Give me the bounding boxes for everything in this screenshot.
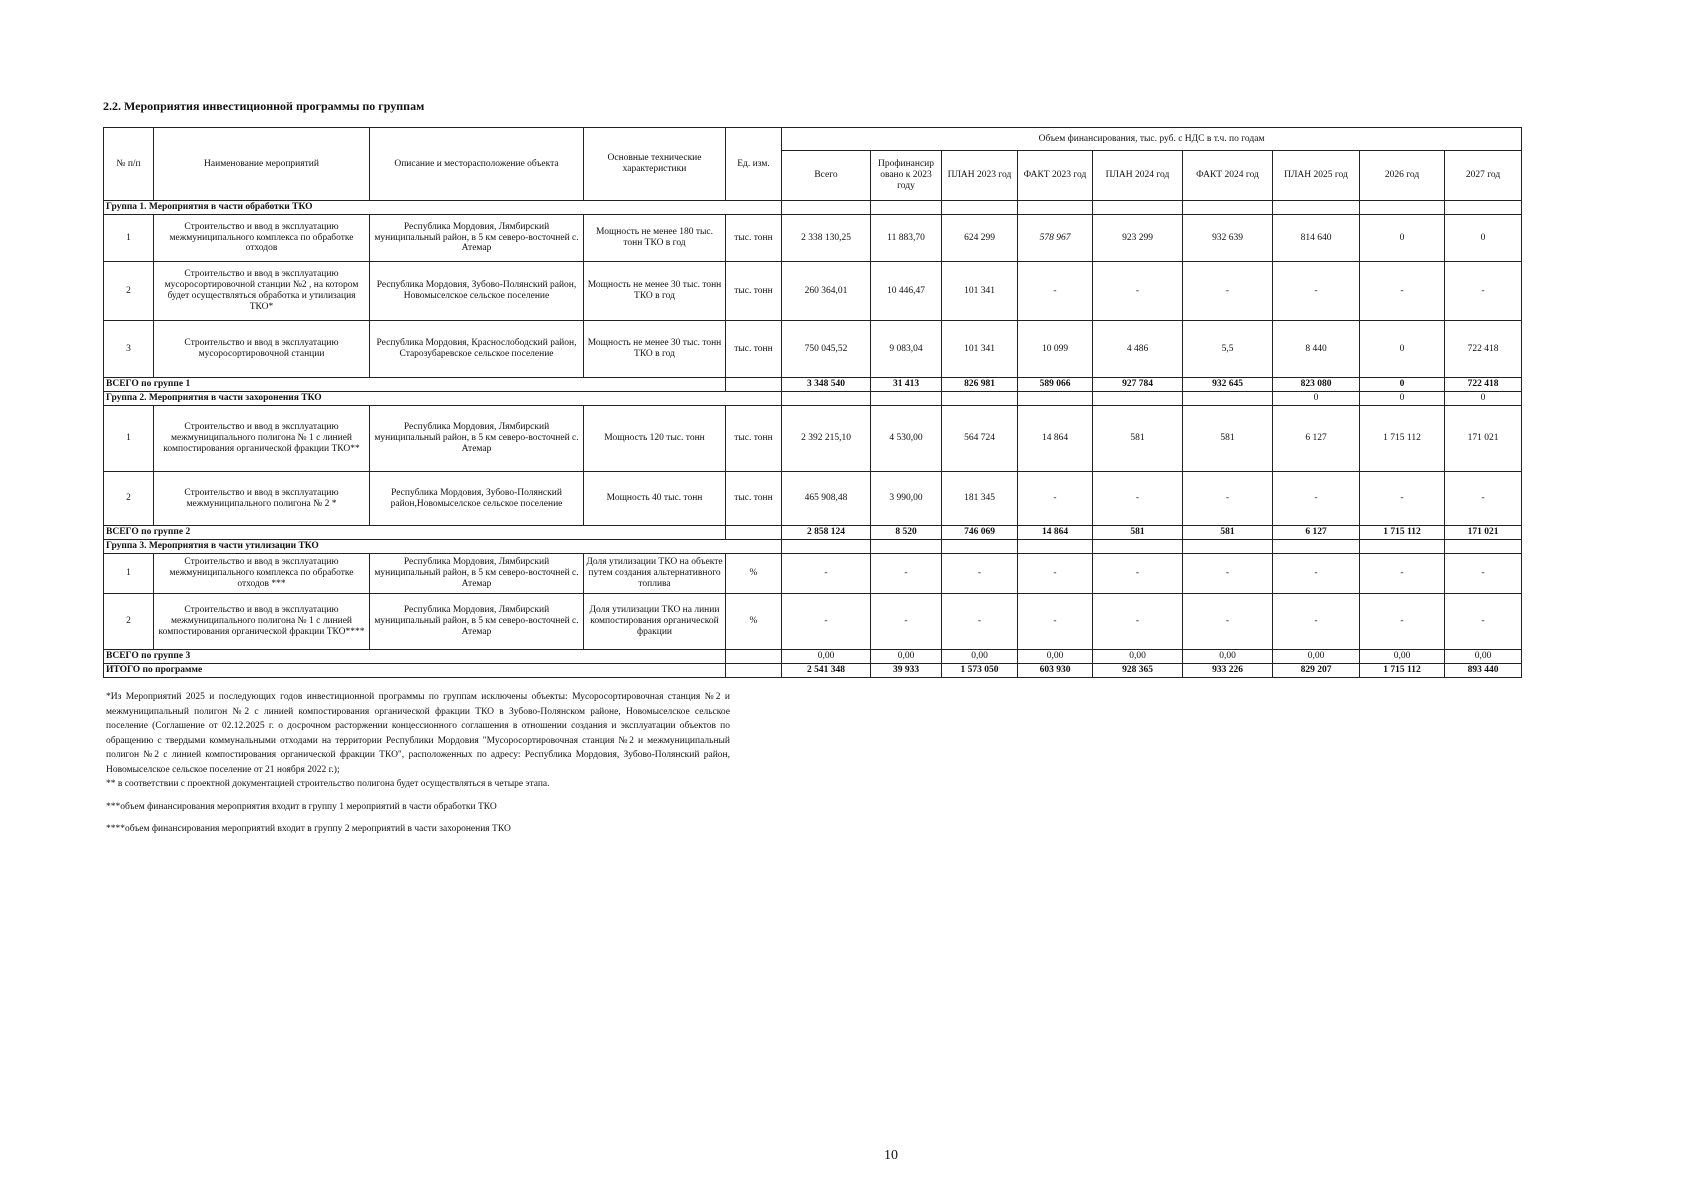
- footnotes: [106, 690, 730, 837]
- header-year: Всего: [782, 151, 871, 201]
- grand-total-label: ИТОГО по программе: [104, 664, 726, 678]
- row-num: 1: [104, 554, 154, 594]
- table-row: [104, 472, 1522, 526]
- row-value: -: [1093, 554, 1183, 594]
- total-value: 3 348 540: [782, 378, 871, 392]
- row-value: -: [1183, 262, 1273, 321]
- grand-total-row: [104, 664, 1522, 678]
- row-name: Строительство и ввод в эксплуатацию мусоросортировочной станции №2 , на котором будет осуществляться обработка и утилизация ТКО*: [154, 262, 370, 321]
- header-year: ФАКТ 2023 год: [1018, 151, 1093, 201]
- row-num: 1: [104, 406, 154, 472]
- total-label: ВСЕГО по группе 3: [104, 650, 726, 664]
- row-unit: тыс. тонн: [726, 215, 782, 262]
- total-value: 171 021: [1445, 526, 1522, 540]
- row-unit: тыс. тонн: [726, 262, 782, 321]
- total-value: 6 127: [1273, 526, 1360, 540]
- group-value: 0: [1445, 392, 1522, 406]
- row-value: -: [1183, 594, 1273, 650]
- row-value: -: [782, 594, 871, 650]
- row-value: 3 990,00: [871, 472, 942, 526]
- row-value: 9 083,04: [871, 321, 942, 378]
- row-value: -: [1273, 472, 1360, 526]
- total-value: 927 784: [1093, 378, 1183, 392]
- header-desc: Описание и месторасположение объекта: [370, 128, 584, 201]
- grand-total-value: 928 365: [1093, 664, 1183, 678]
- row-unit: тыс. тонн: [726, 321, 782, 378]
- row-tech: Мощность не менее 30 тыс. тонн ТКО в год: [584, 321, 726, 378]
- section-title: 2.2. Мероприятия инвестиционной программы по группам: [103, 99, 425, 113]
- header-name: Наименование мероприятий: [154, 128, 370, 201]
- row-value: -: [782, 554, 871, 594]
- row-tech: Мощность не менее 180 тыс. тонн ТКО в год: [584, 215, 726, 262]
- row-num: 2: [104, 472, 154, 526]
- header-year: ПЛАН 2023 год: [942, 151, 1018, 201]
- header-year: 2026 год: [1360, 151, 1445, 201]
- group-row: [104, 201, 1522, 215]
- row-value: -: [1360, 472, 1445, 526]
- grand-total-value: 893 440: [1445, 664, 1522, 678]
- row-tech: Доля утилизации ТКО на линии компостирования органической фракции: [584, 594, 726, 650]
- row-unit: %: [726, 594, 782, 650]
- row-value: 624 299: [942, 215, 1018, 262]
- row-value: 750 045,52: [782, 321, 871, 378]
- row-value: -: [942, 594, 1018, 650]
- row-tech: Доля утилизации ТКО на объекте путем создания альтернативного топлива: [584, 554, 726, 594]
- row-value: 0: [1445, 215, 1522, 262]
- total-value: 581: [1093, 526, 1183, 540]
- row-value: -: [1183, 472, 1273, 526]
- row-value: 260 364,01: [782, 262, 871, 321]
- footnote: ****объем финансирования мероприятий входит в группу 2 мероприятий в части захоронения ТКО: [106, 824, 511, 834]
- total-value: 14 864: [1018, 526, 1093, 540]
- investment-table: [103, 127, 1522, 678]
- row-desc: Республика Мордовия, Зубово-Полянский район,Новомыселское сельское поселение: [370, 472, 584, 526]
- total-value: 31 413: [871, 378, 942, 392]
- row-unit: %: [726, 554, 782, 594]
- row-value: 2 338 130,25: [782, 215, 871, 262]
- row-value: -: [1093, 262, 1183, 321]
- row-value: 171 021: [1445, 406, 1522, 472]
- footnote: *Из Мероприятий 2025 и последующих годов инвестиционной программы по группам исключены объекты: Мусоросортировочная станция №2 и межмуниципальный полигон №2 с линией компостирования органической фракции ТКО в Зубово-Полянском районе, Новомыселское сельское поселение (Соглашение от 02.12.2025 г. о досрочном расторжении концессионного соглашения в отношении создания и эксплуатации объектов по обращению с твердыми коммунальными отходами на территории Республики Мордовия "Мусоросортировочная станция №2 и межмуниципальный полигон №2 с линией компостирования органической фракции ТКО", расположенных по адресу: Республика Мордовия, Зубово-Полянский район, Новомыселское сельское поселение от 21 ноября 2022 г.);: [106, 692, 730, 775]
- grand-total-value: 829 207: [1273, 664, 1360, 678]
- total-value: 932 645: [1183, 378, 1273, 392]
- row-value: 814 640: [1273, 215, 1360, 262]
- group-label: Группа 1. Мероприятия в части обработки ТКО: [104, 201, 782, 215]
- row-value: -: [1018, 262, 1093, 321]
- row-value: 101 341: [942, 262, 1018, 321]
- table-row: [104, 321, 1522, 378]
- total-value: 581: [1183, 526, 1273, 540]
- header-num: № п/п: [104, 128, 154, 201]
- total-value: 0,00: [1360, 650, 1445, 664]
- table-row: [104, 406, 1522, 472]
- row-value: 5,5: [1183, 321, 1273, 378]
- header-year: ПЛАН 2025 год: [1273, 151, 1360, 201]
- total-value: 0: [1360, 378, 1445, 392]
- row-unit: тыс. тонн: [726, 472, 782, 526]
- group-label: Группа 2. Мероприятия в части захоронения ТКО: [104, 392, 782, 406]
- page-number: 10: [884, 1148, 898, 1163]
- grand-total-value: 933 226: [1183, 664, 1273, 678]
- row-value: 11 883,70: [871, 215, 942, 262]
- total-value: 823 080: [1273, 378, 1360, 392]
- row-value: -: [1445, 262, 1522, 321]
- table-row: [104, 215, 1522, 262]
- row-name: Строительство и ввод в эксплуатацию мусоросортировочной станции: [154, 321, 370, 378]
- row-value: -: [1445, 472, 1522, 526]
- row-value: 4 530,00: [871, 406, 942, 472]
- total-value: 0,00: [942, 650, 1018, 664]
- grand-total-value: 2 541 348: [782, 664, 871, 678]
- row-num: 2: [104, 594, 154, 650]
- total-value: 2 858 124: [782, 526, 871, 540]
- row-name: Строительство и ввод в эксплуатацию межмуниципального комплекса по обработке отходов ***: [154, 554, 370, 594]
- row-value: 581: [1183, 406, 1273, 472]
- group-total-row: [104, 526, 1522, 540]
- row-value: 14 864: [1018, 406, 1093, 472]
- row-value: -: [1360, 262, 1445, 321]
- header-year: Профинансир овано к 2023 году: [871, 151, 942, 201]
- row-value: -: [871, 594, 942, 650]
- header-finance: Объем финансирования, тыс. руб. с НДС в т.ч. по годам: [782, 128, 1522, 151]
- row-value: 101 341: [942, 321, 1018, 378]
- row-num: 2: [104, 262, 154, 321]
- row-value: -: [1273, 554, 1360, 594]
- row-name: Строительство и ввод в эксплуатацию межмуниципального полигона № 2 *: [154, 472, 370, 526]
- row-value: 722 418: [1445, 321, 1522, 378]
- row-tech: Мощность не менее 30 тыс. тонн ТКО в год: [584, 262, 726, 321]
- row-value: 564 724: [942, 406, 1018, 472]
- header-tech: Основные технические характеристики: [584, 128, 726, 201]
- row-tech: Мощность 40 тыс. тонн: [584, 472, 726, 526]
- total-value: 589 066: [1018, 378, 1093, 392]
- header-year: 2027 год: [1445, 151, 1522, 201]
- group-label: Группа 3. Мероприятия в части утилизации ТКО: [104, 540, 782, 554]
- row-value: 0: [1360, 215, 1445, 262]
- group-row: [104, 540, 1522, 554]
- row-value: 932 639: [1183, 215, 1273, 262]
- row-desc: Республика Мордовия, Лямбирский муниципальный район, в 5 км северо-восточней с. Атемар: [370, 406, 584, 472]
- group-row: [104, 392, 1522, 406]
- row-value: 1 715 112: [1360, 406, 1445, 472]
- group-total-row: [104, 650, 1522, 664]
- row-value: -: [1445, 554, 1522, 594]
- group-value: 0: [1273, 392, 1360, 406]
- row-value: 2 392 215,10: [782, 406, 871, 472]
- row-value: 578 967: [1018, 215, 1093, 262]
- row-num: 1: [104, 215, 154, 262]
- grand-total-value: 1 715 112: [1360, 664, 1445, 678]
- row-desc: Республика Мордовия, Лямбирский муниципальный район, в 5 км северо-восточней с. Атемар: [370, 215, 584, 262]
- total-value: 0,00: [1273, 650, 1360, 664]
- table-row: [104, 594, 1522, 650]
- row-value: -: [1183, 554, 1273, 594]
- total-value: 0,00: [1018, 650, 1093, 664]
- total-value: 0,00: [1445, 650, 1522, 664]
- row-value: -: [1360, 594, 1445, 650]
- total-label: ВСЕГО по группе 1: [104, 378, 726, 392]
- row-value: -: [1360, 554, 1445, 594]
- row-value: 923 299: [1093, 215, 1183, 262]
- row-value: -: [1093, 594, 1183, 650]
- group-value: 0: [1360, 392, 1445, 406]
- row-value: -: [1018, 594, 1093, 650]
- grand-total-value: 1 573 050: [942, 664, 1018, 678]
- row-value: 4 486: [1093, 321, 1183, 378]
- total-value: 1 715 112: [1360, 526, 1445, 540]
- row-name: Строительство и ввод в эксплуатацию межмуниципального полигона № 1 с линией компостирования органической фракции ТКО****: [154, 594, 370, 650]
- total-label: ВСЕГО по группе 2: [104, 526, 726, 540]
- footnote: ***объем финансирования мероприятия входит в группу 1 мероприятий в части обработки ТКО: [106, 801, 497, 812]
- row-value: -: [1018, 554, 1093, 594]
- group-total-row: [104, 378, 1522, 392]
- row-value: -: [1273, 262, 1360, 321]
- row-name: Строительство и ввод в эксплуатацию межмуниципального полигона № 1 с линией компостирования органической фракции ТКО**: [154, 406, 370, 472]
- total-value: 826 981: [942, 378, 1018, 392]
- row-desc: Республика Мордовия, Лямбирский муниципальный район, в 5 км северо-восточней с. Атемар: [370, 554, 584, 594]
- header-year: ФАКТ 2024 год: [1183, 151, 1273, 201]
- row-value: 10 446,47: [871, 262, 942, 321]
- grand-total-value: 39 933: [871, 664, 942, 678]
- row-value: 465 908,48: [782, 472, 871, 526]
- row-desc: Республика Мордовия, Лямбирский муниципальный район, в 5 км северо-восточней с. Атемар: [370, 594, 584, 650]
- row-desc: Республика Мордовия, Зубово-Полянский район, Новомыселское сельское поселение: [370, 262, 584, 321]
- row-value: 581: [1093, 406, 1183, 472]
- total-value: 0,00: [1183, 650, 1273, 664]
- row-value: -: [942, 554, 1018, 594]
- row-desc: Республика Мордовия, Краснослободский район, Старозубаревское сельское поселение: [370, 321, 584, 378]
- row-num: 3: [104, 321, 154, 378]
- total-value: 0,00: [782, 650, 871, 664]
- row-value: 8 440: [1273, 321, 1360, 378]
- row-value: -: [1273, 594, 1360, 650]
- row-name: Строительство и ввод в эксплуатацию межмуниципального комплекса по обработке отходов: [154, 215, 370, 262]
- header-unit: Ед. изм.: [726, 128, 782, 201]
- row-tech: Мощность 120 тыс. тонн: [584, 406, 726, 472]
- row-value: -: [1093, 472, 1183, 526]
- header-year: ПЛАН 2024 год: [1093, 151, 1183, 201]
- total-value: 722 418: [1445, 378, 1522, 392]
- row-unit: тыс. тонн: [726, 406, 782, 472]
- footnote: ** в соответствии с проектной документацией строительство полигона будет осуществляться в четыре этапа.: [106, 779, 550, 789]
- row-value: -: [1445, 594, 1522, 650]
- total-value: 0,00: [1093, 650, 1183, 664]
- row-value: -: [871, 554, 942, 594]
- table-row: [104, 262, 1522, 321]
- row-value: 6 127: [1273, 406, 1360, 472]
- row-value: 10 099: [1018, 321, 1093, 378]
- total-value: 8 520: [871, 526, 942, 540]
- grand-total-value: 603 930: [1018, 664, 1093, 678]
- row-value: 0: [1360, 321, 1445, 378]
- total-value: 0,00: [871, 650, 942, 664]
- row-value: -: [1018, 472, 1093, 526]
- total-value: 746 069: [942, 526, 1018, 540]
- row-value: 181 345: [942, 472, 1018, 526]
- table-row: [104, 554, 1522, 594]
